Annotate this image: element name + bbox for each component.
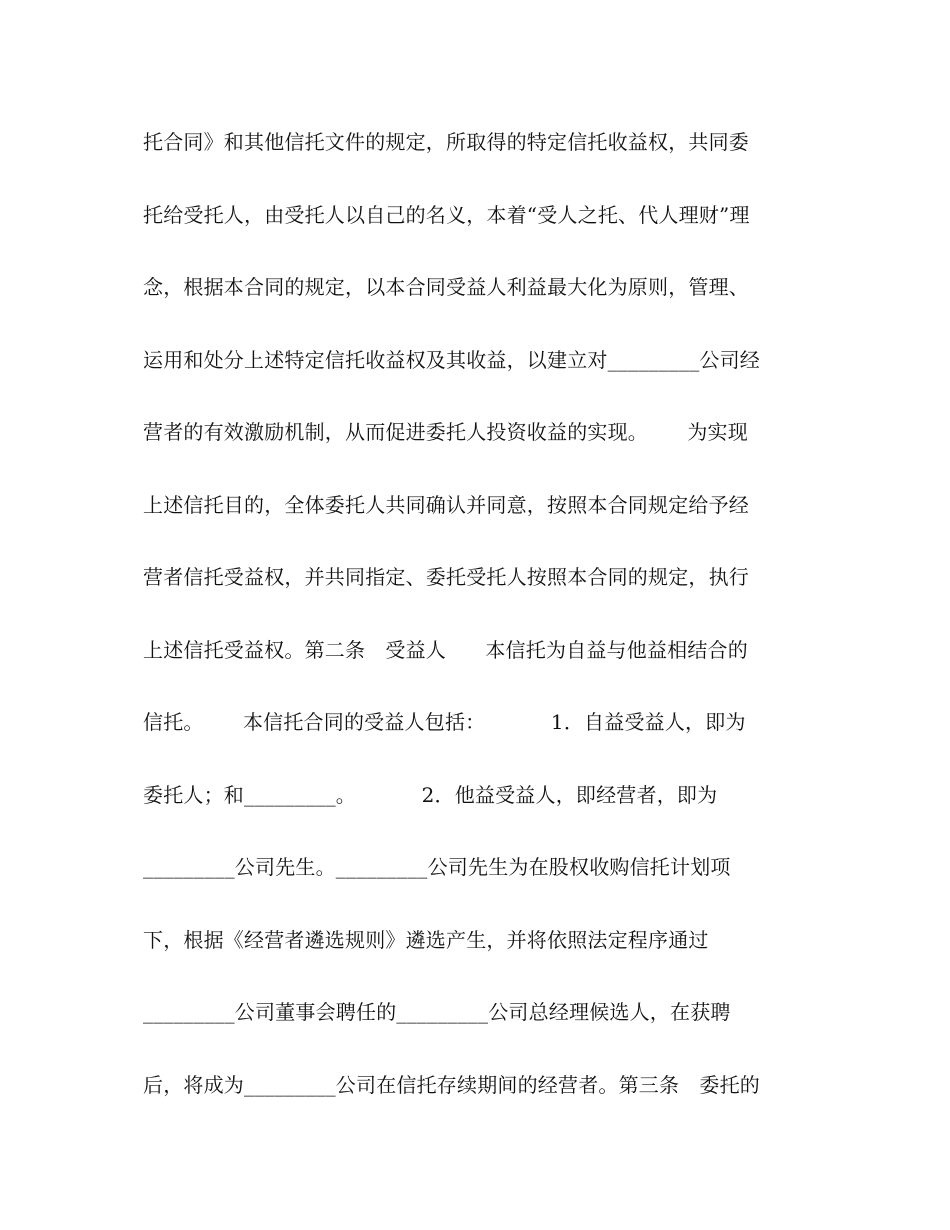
text-line: 下，根据《经营者遴选规则》遴选产生，并将依照法定程序通过 xyxy=(143,927,709,952)
text-line: 营者信托受益权，并共同指定、委托受托人按照本合同的规定，执行 xyxy=(143,565,749,589)
body-text xyxy=(143,124,823,1139)
text-line: 上述信托受益权。第二条 受益人 本信托为自益与他益相结合的 xyxy=(143,637,748,662)
text-line: 后，将成为_________公司在信托存续期间的经营者。第三条 委托的 xyxy=(143,1072,760,1097)
text-line: 托合同》和其他信托文件的规定，所取得的特定信托收益权，共同委 xyxy=(143,130,749,154)
text-line: 运用和处分上述特定信托收益权及其收益，以建立对_________公司经 xyxy=(143,347,760,372)
text-line: _________公司董事会聘任的_________公司总经理候选人，在获聘 xyxy=(143,1000,731,1024)
text-line: 信托。 本信托合同的受益人包括： 1．自益受益人，即为 xyxy=(143,710,746,734)
text-line: 营者的有效激励机制，从而促进委托人投资收益的实现。 为实现 xyxy=(143,420,748,444)
text-line: 念，根据本合同的规定，以本合同受益人利益最大化为原则，管理、 xyxy=(143,275,749,299)
text-line: 上述信托目的，全体委托人共同确认并同意，按照本合同规定给予经 xyxy=(143,492,749,517)
text-line: 委托人；和_________。 2．他益受益人，即经营者，即为 xyxy=(143,782,718,807)
text-line: 托给受托人，由受托人以自己的名义，本着“受人之托、代人理财”理 xyxy=(143,202,750,227)
text-line: _________公司先生。_________公司先生为在股权收购信托计划项 xyxy=(143,855,731,879)
